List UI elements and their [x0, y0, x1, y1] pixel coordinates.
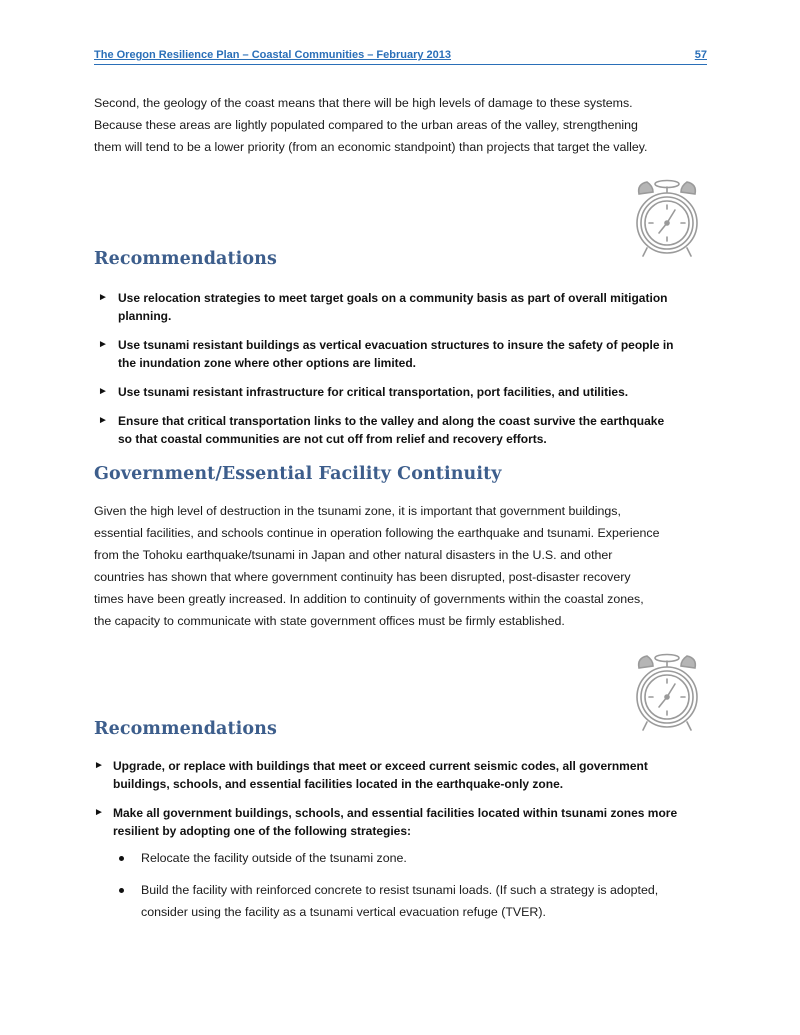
- document-title: The Oregon Resilience Plan – Coastal Communities – February 2013: [94, 49, 452, 61]
- text-line: essential facilities, and schools continue in operation following the earthquake and tsunami. Experience: [94, 526, 660, 540]
- list-item: [94, 336, 706, 372]
- recommendation-list: [94, 289, 706, 448]
- text-line: Because these areas are lightly populated compared to the urban areas of the valley, strengthening: [94, 118, 638, 132]
- bullet-dot-icon: [119, 888, 124, 893]
- alarm-clock-icon: [633, 176, 701, 262]
- section-heading-recommendations: Recommendations: [94, 249, 277, 269]
- list-item: [94, 289, 706, 325]
- arrow-bullet-icon: ►: [94, 760, 104, 771]
- text-line: them will tend to be a lower priority (from an economic standpoint) than projects that target the valley.: [94, 140, 648, 154]
- page-number: 57: [694, 49, 707, 61]
- text-line: Use tsunami resistant buildings as vertical evacuation structures to insure the safety of people in: [118, 338, 674, 352]
- text-line: Use relocation strategies to meet target goals on a community basis as part of overall mitigation: [118, 291, 668, 305]
- text-line: times have been greatly increased. In addition to continuity of governments within the coastal zones,: [94, 592, 644, 606]
- section-heading-government-continuity: Government/Essential Facility Continuity: [94, 464, 502, 484]
- text-line: Make all government buildings, schools, and essential facilities located within tsunami zones more: [113, 806, 678, 820]
- text-line: Given the high level of destruction in the tsunami zone, it is important that government buildings,: [94, 504, 621, 518]
- bullet-dot-icon: [119, 856, 124, 861]
- text-line: from the Tohoku earthquake/tsunami in Japan and other natural disasters in the U.S. and other: [94, 548, 613, 562]
- text-line: Second, the geology of the coast means that there will be high levels of damage to these systems.: [94, 96, 633, 110]
- list-item: [94, 847, 714, 869]
- section-heading-recommendations: Recommendations: [94, 719, 277, 739]
- government-paragraph: [94, 500, 714, 632]
- list-item: [94, 804, 706, 840]
- text-line: resilient by adopting one of the following strategies:: [113, 824, 412, 838]
- arrow-bullet-icon: ►: [98, 339, 108, 350]
- text-line: Ensure that critical transportation links to the valley and along the coast survive the earthquake: [118, 414, 665, 428]
- list-item: [94, 879, 714, 923]
- text-line: consider using the facility as a tsunami vertical evacuation refuge (TVER).: [141, 905, 546, 919]
- text-line: Build the facility with reinforced concrete to resist tsunami loads. (If such a strategy is adopted,: [141, 883, 659, 897]
- text-line: the inundation zone where other options are limited.: [118, 356, 417, 370]
- text-line: the capacity to communicate with state government offices must be firmly established.: [94, 614, 565, 628]
- strategy-bullet-list: [94, 847, 714, 923]
- arrow-bullet-icon: ►: [98, 386, 108, 397]
- text-line: so that coastal communities are not cut off from relief and recovery efforts.: [118, 432, 547, 446]
- list-item: [94, 757, 706, 793]
- text-line: buildings, schools, and essential facilities located in the earthquake-only zone.: [113, 777, 564, 791]
- list-item: [94, 383, 706, 401]
- page-header: [94, 48, 707, 65]
- alarm-clock-icon: [633, 650, 701, 736]
- arrow-bullet-icon: ►: [98, 292, 108, 303]
- list-item: [94, 412, 706, 448]
- text-line: countries has shown that where government continuity has been disrupted, post-disaster recovery: [94, 570, 631, 584]
- text-line: Use tsunami resistant infrastructure for critical transportation, port facilities, and utilities.: [118, 385, 629, 399]
- text-line: Upgrade, or replace with buildings that meet or exceed current seismic codes, all government: [113, 759, 648, 773]
- text-line: planning.: [118, 309, 172, 323]
- recommendation-list: [94, 757, 706, 840]
- arrow-bullet-icon: ►: [98, 415, 108, 426]
- intro-paragraph: [94, 92, 714, 158]
- arrow-bullet-icon: ►: [94, 807, 104, 818]
- text-line: Relocate the facility outside of the tsunami zone.: [141, 851, 407, 865]
